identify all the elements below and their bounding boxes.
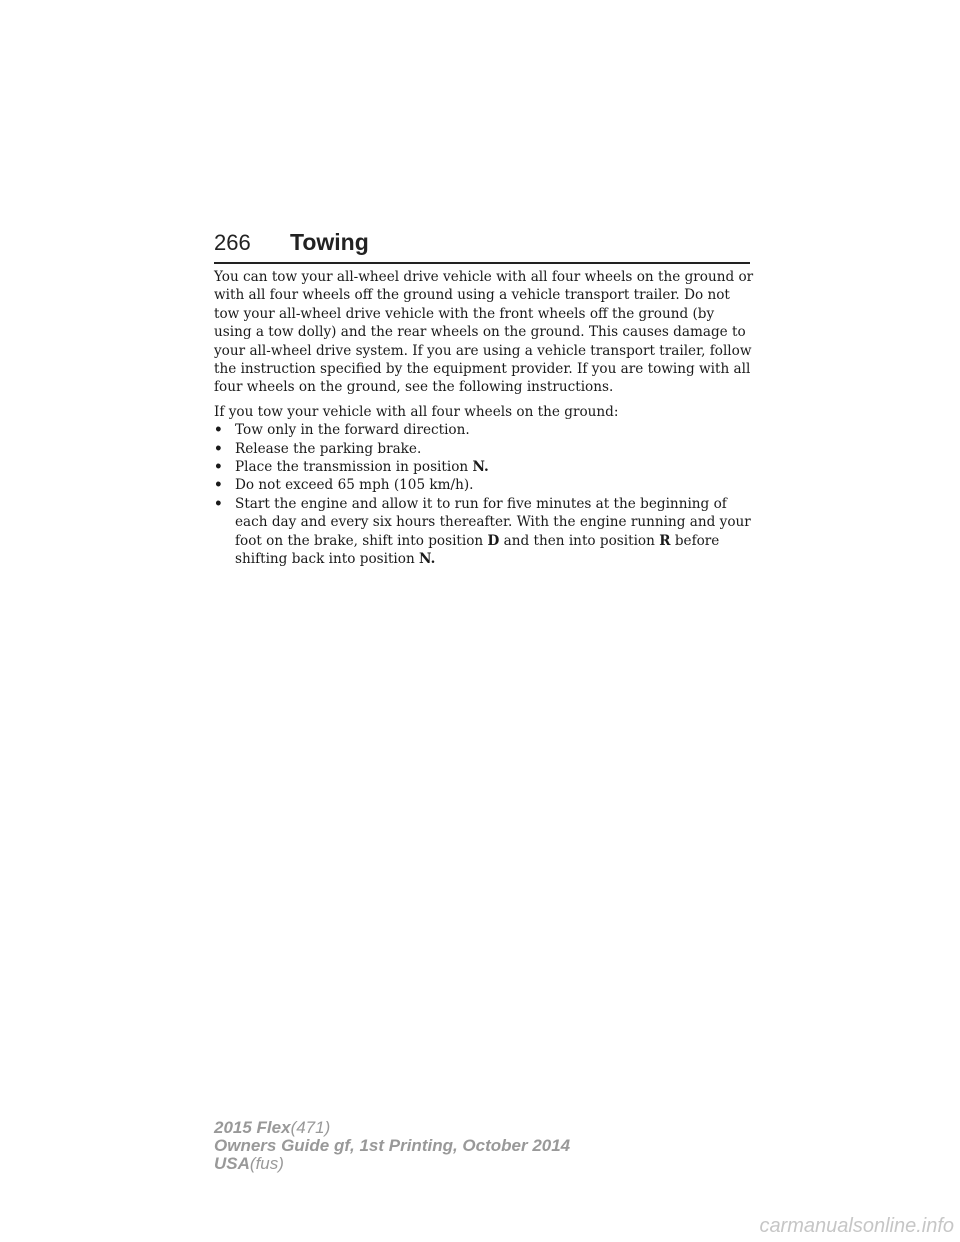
list-item	[214, 495, 754, 569]
footer-model: 2015 Flex	[214, 1118, 291, 1137]
list-item-text: Do not exceed 65 mph (105 km/h).	[235, 477, 474, 494]
position-r: R	[659, 532, 671, 549]
document-footer	[214, 1119, 570, 1173]
position-d: D	[487, 532, 500, 549]
bullet-icon: •	[214, 495, 223, 512]
bullet-icon: •	[214, 440, 223, 457]
list-item	[214, 476, 754, 494]
section-title: Towing	[290, 229, 369, 255]
list-item-text-3: before shifting back into position	[235, 532, 720, 568]
list-item-text: Tow only in the forward direction.	[235, 422, 470, 439]
footer-model-line	[214, 1119, 570, 1137]
footer-model-code: (471)	[290, 1118, 331, 1137]
list-item-text: Release the parking brake.	[235, 440, 422, 457]
towing-instructions-list	[214, 421, 754, 568]
page-number: 266	[214, 230, 251, 255]
bullet-icon: •	[214, 422, 223, 439]
list-item-text-2: and then into position	[499, 532, 660, 549]
bullet-icon: •	[214, 477, 223, 494]
list-intro: If you tow your vehicle with all four wheels on the ground:	[214, 403, 619, 420]
position-n-final: N.	[419, 551, 436, 568]
list-item-text: Place the transmission in position	[235, 459, 473, 476]
list-item	[214, 421, 754, 439]
footer-market-code: (fus)	[249, 1154, 284, 1173]
list-item	[214, 440, 754, 458]
towing-paragraph: You can tow your all-wheel drive vehicle with all four wheels on the ground or with all four wheels off the ground using a vehicle transport trailer. Do not tow your all-wheel drive vehicle with the front wheels off the ground (by using a tow dolly) and the rear wheels on the ground. This causes damage to your all-wheel drive system. If you are using a vehicle transport trailer, follow the instruction specified by the equipment provider. If you are towing with all four wheels on the ground, see the following instructions.	[214, 269, 754, 396]
bullet-icon: •	[214, 459, 223, 476]
footer-market: USA	[214, 1154, 250, 1173]
footer-guide: Owners Guide gf, 1st Printing, October 2014	[214, 1136, 571, 1155]
page-content	[214, 268, 754, 569]
footer-guide-line	[214, 1137, 570, 1155]
list-item-text: Start the engine and allow it to run for five minutes at the beginning of each day and every six hours thereafter. With the engine running and your foot on the brake, shift into position	[235, 495, 751, 549]
footer-market-line	[214, 1155, 570, 1173]
list-item	[214, 458, 754, 476]
position-n: N.	[472, 459, 489, 476]
watermark: carmanualsonline.info	[759, 1215, 954, 1237]
page-header	[214, 228, 750, 264]
